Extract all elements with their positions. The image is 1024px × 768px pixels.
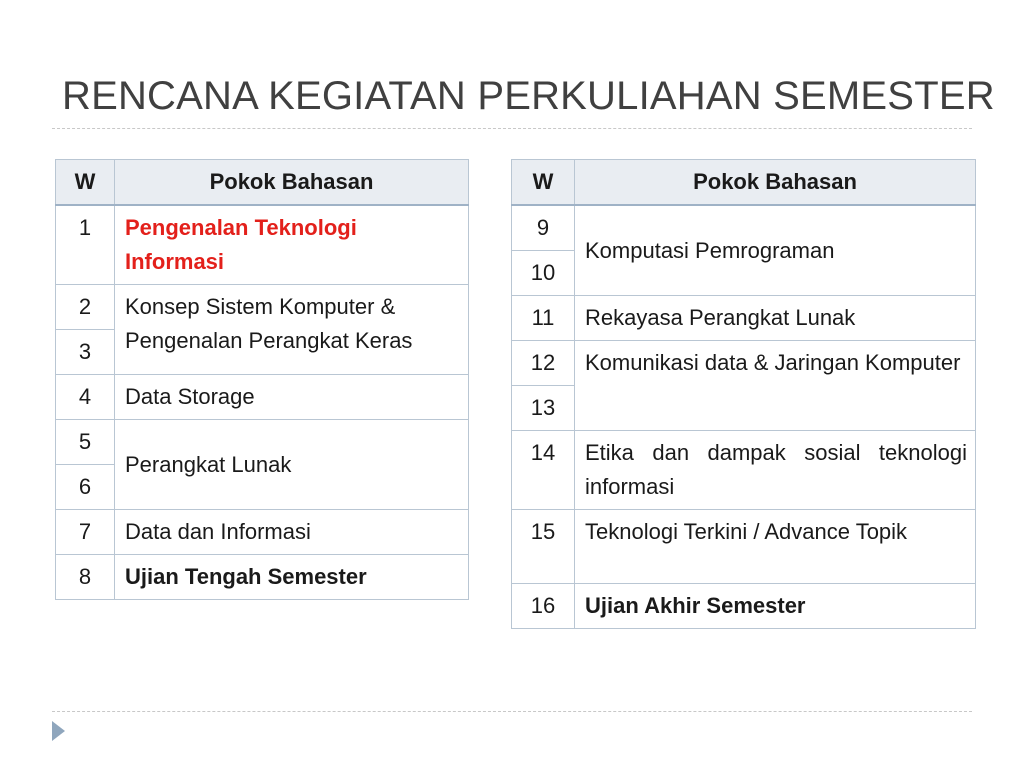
topic-text-bold: Ujian Akhir Semester [585,593,806,618]
topic-cell [115,555,469,600]
week-cell: 14 [512,431,575,510]
topic-cell: Perangkat Lunak [115,420,469,510]
topic-cell: Komunikasi data & Jaringan Komputer [575,341,976,431]
week-cell: 4 [56,375,115,420]
week-cell: 9 [512,205,575,251]
week-cell: 16 [512,584,575,629]
topic-cell: Teknologi Terkini / Advance Topik [575,510,976,584]
week-cell: 6 [56,465,115,510]
week-cell: 3 [56,330,115,375]
header-topic: Pokok Bahasan [575,160,976,206]
table-row [56,420,469,465]
header-topic: Pokok Bahasan [115,160,469,206]
topic-text-highlight: Pengenalan Teknologi Informasi [125,215,357,274]
table-row [56,375,469,420]
table-row [512,584,976,629]
table-row [512,296,976,341]
topic-cell [575,584,976,629]
topic-cell: Etika dan dampak sosial teknologi informasi [575,431,976,510]
topic-cell: Data dan Informasi [115,510,469,555]
topic-cell: Rekayasa Perangkat Lunak [575,296,976,341]
week-cell: 15 [512,510,575,584]
week-cell: 13 [512,386,575,431]
header-week: W [56,160,115,206]
slide-bullet-triangle-icon [52,721,65,741]
table-row [56,205,469,285]
slide-title: RENCANA KEGIATAN PERKULIAHAN SEMESTER [62,74,995,118]
week-cell: 2 [56,285,115,330]
topic-cell: Komputasi Pemrograman [575,205,976,296]
table-row [56,510,469,555]
topic-text-bold: Ujian Tengah Semester [125,564,367,589]
schedule-table-right [511,159,976,629]
topic-cell: Konsep Sistem Komputer & Pengenalan Perangkat Keras [115,285,469,375]
week-cell: 7 [56,510,115,555]
table-header-row [56,160,469,206]
week-cell: 10 [512,251,575,296]
week-cell: 11 [512,296,575,341]
schedule-table-left [55,159,469,600]
table-row [512,341,976,386]
header-week: W [512,160,575,206]
topic-cell [115,205,469,285]
table-header-row [512,160,976,206]
table-row [56,285,469,330]
week-cell: 1 [56,205,115,285]
table-row [56,555,469,600]
table-row [512,431,976,510]
title-divider [52,128,972,129]
topic-cell: Data Storage [115,375,469,420]
week-cell: 8 [56,555,115,600]
week-cell: 5 [56,420,115,465]
footer-divider [52,711,972,712]
table-row [512,205,976,251]
week-cell: 12 [512,341,575,386]
table-row [512,510,976,584]
